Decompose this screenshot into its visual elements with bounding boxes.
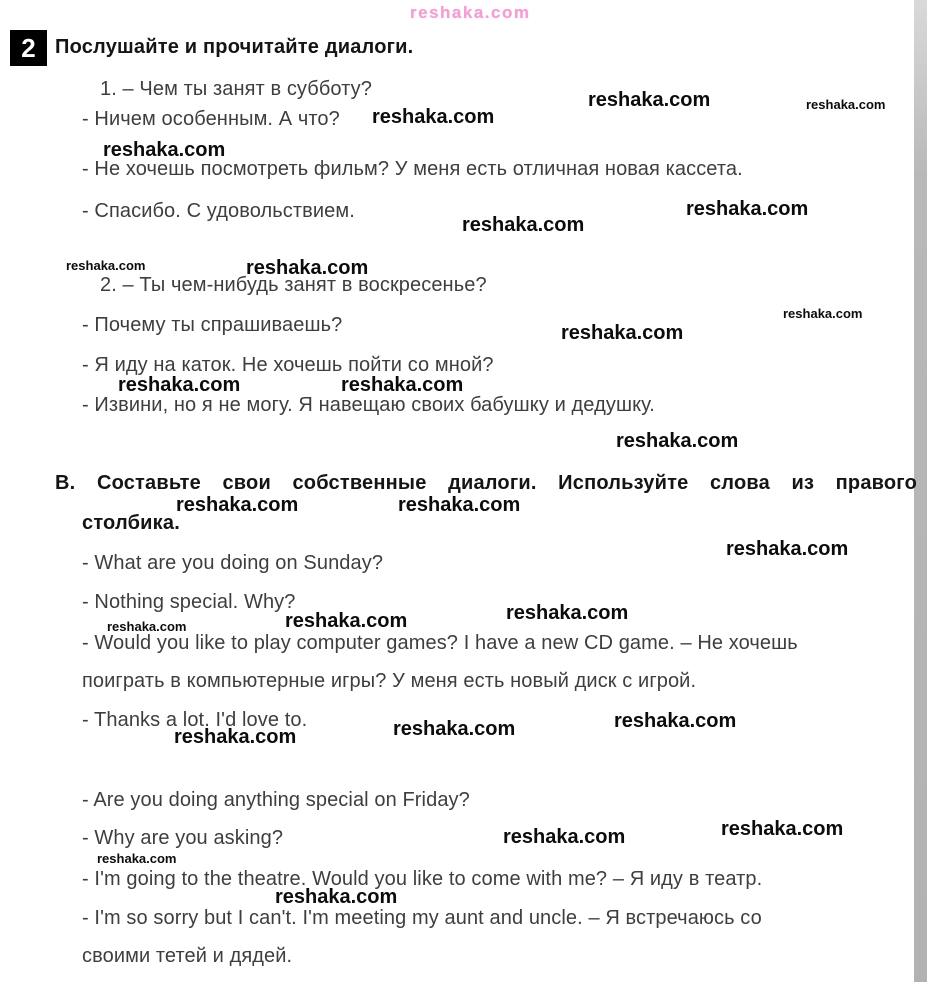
- dialog2-line-2: - Почему ты спрашиваешь?: [82, 314, 343, 336]
- watermark-text: reshaka.com: [806, 97, 886, 112]
- dialog1-line-2: - Ничем особенным. А что?: [82, 108, 340, 130]
- english2-line-1: - Are you doing anything special on Friday?: [82, 789, 470, 811]
- exercise-title: Послушайте и прочитайте диалоги.: [55, 36, 414, 58]
- english1-line-3: - Would you like to play computer games? I have a new CD game. – Не хочешь: [82, 632, 798, 654]
- watermark-text: reshaka.com: [393, 718, 516, 740]
- english2-line-3: - I'm going to the theatre. Would you like to come with me? – Я иду в театр.: [82, 868, 763, 890]
- english1-line-5: - Thanks a lot. I'd love to.: [82, 709, 308, 731]
- english1-line-4: поиграть в компьютерные игры? У меня есть новый диск с игрой.: [82, 670, 697, 692]
- watermark-text: reshaka.com: [726, 538, 849, 560]
- watermark-text: reshaka.com: [97, 851, 177, 866]
- watermark-text: reshaka.com: [614, 710, 737, 732]
- watermark-text: reshaka.com: [410, 3, 531, 22]
- watermark-text: reshaka.com: [616, 430, 739, 452]
- dialog2-line-1: 2. – Ты чем-нибудь занят в воскресенье?: [100, 274, 487, 296]
- watermark-text: reshaka.com: [588, 89, 711, 111]
- watermark-text: reshaka.com: [398, 494, 521, 516]
- watermark-text: reshaka.com: [686, 198, 809, 220]
- dialog1-line-4: - Спасибо. С удовольствием.: [82, 200, 355, 222]
- dialog1-line-3: - Не хочешь посмотреть фильм? У меня есть отличная новая кассета.: [82, 158, 743, 180]
- watermark-text: reshaka.com: [285, 610, 408, 632]
- watermark-text: reshaka.com: [275, 886, 398, 908]
- exercise-number-badge: 2: [10, 30, 47, 66]
- watermark-text: reshaka.com: [246, 257, 369, 279]
- watermark-text: reshaka.com: [506, 602, 629, 624]
- watermark-text: reshaka.com: [118, 374, 241, 396]
- english2-line-5: своими тетей и дядей.: [82, 945, 293, 967]
- english2-line-4: - I'm so sorry but I can't. I'm meeting my aunt and uncle. – Я встречаюсь со: [82, 907, 762, 929]
- dialog1-line-1: 1. – Чем ты занят в субботу?: [100, 78, 372, 100]
- watermark-text: reshaka.com: [721, 818, 844, 840]
- dialog2-line-3: - Я иду на каток. Не хочешь пойти со мной?: [82, 354, 494, 376]
- section-b-heading-line2: столбика.: [82, 512, 180, 534]
- watermark-text: reshaka.com: [66, 258, 146, 273]
- watermark-text: reshaka.com: [372, 106, 495, 128]
- watermark-text: reshaka.com: [341, 374, 464, 396]
- watermark-text: reshaka.com: [176, 494, 299, 516]
- watermark-text: reshaka.com: [107, 619, 187, 634]
- english1-line-1: - What are you doing on Sunday?: [82, 552, 384, 574]
- dialog2-line-4: - Извини, но я не могу. Я навещаю своих бабушку и дедушку.: [82, 394, 655, 416]
- watermark-text: reshaka.com: [174, 726, 297, 748]
- watermark-text: reshaka.com: [783, 306, 863, 321]
- english2-line-2: - Why are you asking?: [82, 827, 284, 849]
- watermark-text: reshaka.com: [503, 826, 626, 848]
- section-b-heading-line1: В. Составьте свои собственные диалоги. Используйте слова из правого: [55, 472, 917, 494]
- english1-line-2: - Nothing special. Why?: [82, 591, 296, 613]
- watermark-text: reshaka.com: [561, 322, 684, 344]
- watermark-text: reshaka.com: [103, 139, 226, 161]
- watermark-text: reshaka.com: [462, 214, 585, 236]
